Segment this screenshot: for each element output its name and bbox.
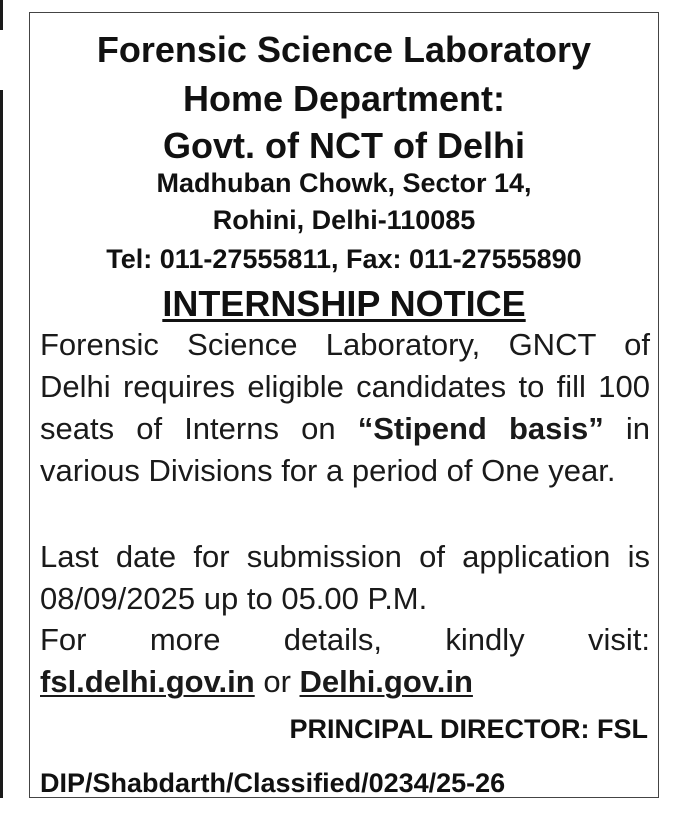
government-name: Govt. of NCT of Delhi [163,125,525,166]
reference-number: DIP/Shabdarth/Classified/0234/25-26 [40,768,506,798]
adjacent-column-rule [0,90,3,798]
address-line-2: Rohini, Delhi-110085 [212,205,476,235]
stipend-basis-emphasis: “Stipend basis” [357,411,604,446]
organization-name: Forensic Science Laboratory [96,29,592,70]
visit-word: more [149,622,221,657]
paragraph-1-text-start: Forensic Science Laboratory, GNCT of Delhi requires eligible candidates to fill 100 seats of Interns on [40,327,650,446]
notice-box [29,12,659,798]
address-line-1: Madhuban Chowk, Sector 14, [156,168,532,198]
fsl-website-link[interactable]: fsl.delhi.gov.in [40,664,255,699]
link-joiner: or [254,664,300,699]
notice-title: INTERNSHIP NOTICE [162,283,526,324]
links-line [40,661,650,703]
deadline-paragraph: Last date for submission of application is 08/09/2025 up to 05.00 P.M. [40,539,650,616]
delhi-website-link[interactable]: Delhi.gov.in [299,664,473,699]
notice-paragraph-1 [40,324,650,492]
signatory: PRINCIPAL DIRECTOR: FSL [289,714,648,744]
visit-word: details, [283,622,383,657]
paragraph-1-text-end: in various Divisions for a period of One year. [40,411,650,488]
visit-line [40,619,650,661]
visit-word: kindly [445,622,525,657]
department-name: Home Department: [182,78,506,119]
details-paragraph [40,619,650,703]
adjacent-column-rule-top [0,0,3,30]
visit-word: visit: [587,622,650,657]
visit-word: For [40,622,87,657]
contact-line: Tel: 011-27555811, Fax: 011-27555890 [106,244,582,274]
